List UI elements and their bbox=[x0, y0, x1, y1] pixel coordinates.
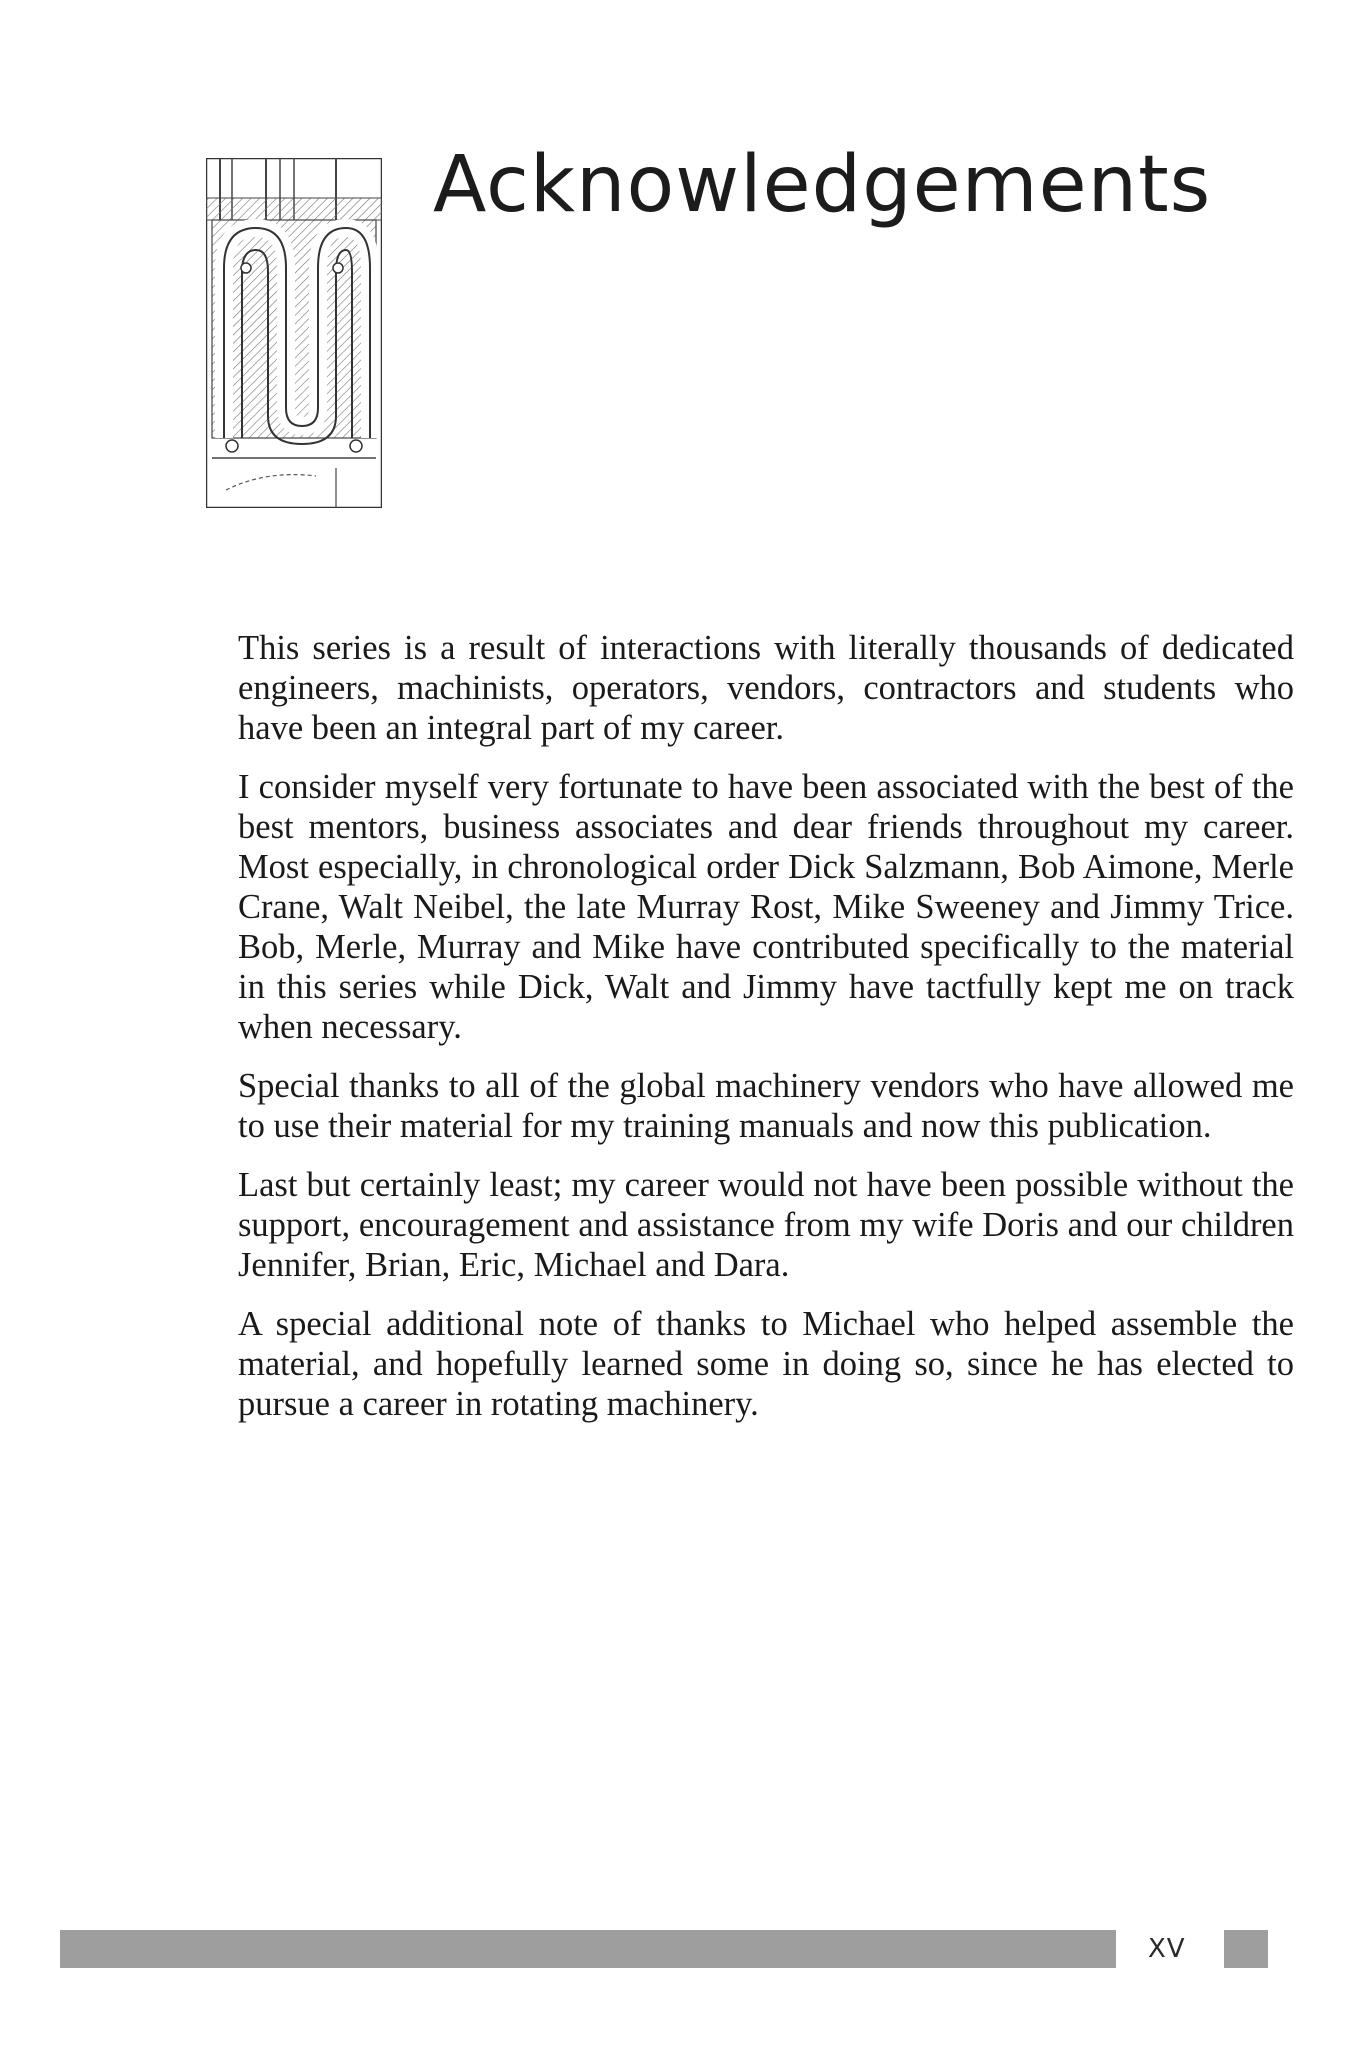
page-title: Acknowledgements bbox=[433, 140, 1212, 230]
acknowledgements-body bbox=[238, 628, 1294, 1443]
turbine-blade-cross-section-icon bbox=[206, 158, 382, 508]
paragraph: Special thanks to all of the global machinery vendors who have allowed me to use their material for my training manuals and now this publication. bbox=[238, 1067, 1294, 1145]
footer-block bbox=[1224, 1930, 1268, 1968]
paragraph: Last but certainly least; my career would not have been possible without the support, encouragement and assistance from my wife Doris and our children Jennifer, Brian, Eric, Michael and Dara. bbox=[238, 1166, 1294, 1284]
paragraph: This series is a result of interactions with literally thousands of dedicated engineers, machinists, operators, vendors, contractors and students who have been an integral part of my career. bbox=[238, 629, 1294, 747]
paragraph: I consider myself very fortunate to have been associated with the best of the best mentors, business associates and dear friends throughout my career. Most especially, in chronological order Dick Salzmann, Bob Aimone, Merle Crane, Walt Neibel, the late Murray Rost, Mike Sweeney and Jimmy Trice. Bob, Merle, Murray and Mike have contributed specifically to the material in this series while Dick, Walt and Jimmy have tactfully kept me on track when necessary. bbox=[238, 768, 1294, 1046]
page-number: XV bbox=[1148, 1934, 1186, 1964]
footer-bar bbox=[60, 1930, 1116, 1968]
paragraph: A special additional note of thanks to Michael who helped assemble the material, and hopefully learned some in doing so, since he has elected to pursue a career in rotating machinery. bbox=[238, 1305, 1294, 1423]
